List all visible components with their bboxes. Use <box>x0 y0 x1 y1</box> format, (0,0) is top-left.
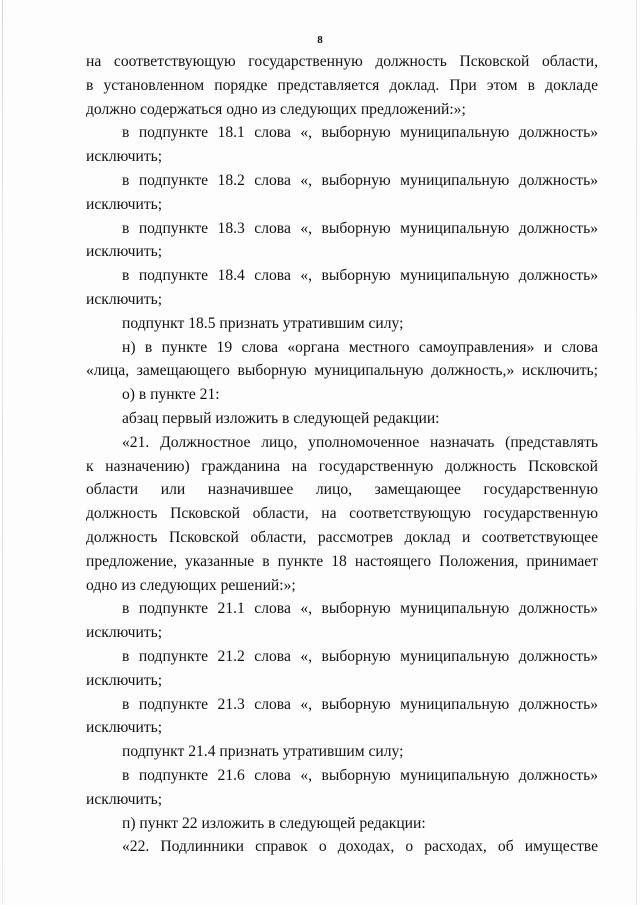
text-line: области или назначившее лицо, замещающее государственную <box>86 481 598 499</box>
text-line: в подпункте 18.1 слова «, выборную муниципальную должность» <box>122 124 598 142</box>
text-line: должно содержаться одно из следующих предложений:»; <box>86 100 466 118</box>
scan-edge-right <box>636 0 637 905</box>
text-line: на соответствующую государственную должность Псковской области, <box>86 53 598 70</box>
text-line: исключить; <box>86 243 163 261</box>
text-line: в установленном порядке представляется доклад. При этом в докладе <box>86 76 598 94</box>
text-line: подпункт 21.4 признать утратившим силу; <box>122 743 404 761</box>
page-number: 8 <box>317 34 323 46</box>
text-line: в подпункте 21.3 слова «, выборную муниципальную должность» <box>122 695 598 713</box>
text-line: абзац первый изложить в следующей редакции: <box>122 409 440 427</box>
text-line: должность Псковской области, рассмотрев доклад и соответствующее <box>86 528 598 546</box>
text-line: исключить; <box>86 624 163 642</box>
text-line: к назначению) гражданина на государственную должность Псковской <box>86 457 598 475</box>
text-line: в подпункте 21.1 слова «, выборную муниципальную должность» <box>122 600 598 618</box>
text-line: в подпункте 18.3 слова «, выборную муниципальную должность» <box>122 219 598 237</box>
document-body <box>86 50 598 859</box>
text-line: «лица, замещающего выборную муниципальную должность,» исключить; <box>86 362 598 380</box>
text-line: в подпункте 21.6 слова «, выборную муниципальную должность» <box>122 766 598 784</box>
text-line: исключить; <box>86 790 163 808</box>
text-line: исключить; <box>86 195 163 213</box>
text-line: п) пункт 22 изложить в следующей редакции: <box>122 814 426 832</box>
text-line: исключить; <box>86 148 163 166</box>
text-line: исключить; <box>86 719 163 737</box>
text-line: в подпункте 18.2 слова «, выборную муниципальную должность» <box>122 171 598 189</box>
text-line: подпункт 18.5 признать утратившим силу; <box>122 314 404 332</box>
text-line: исключить; <box>86 671 163 689</box>
text-line: исключить; <box>86 290 163 308</box>
text-line: в подпункте 21.2 слова «, выборную муниципальную должность» <box>122 647 598 665</box>
text-line: одно из следующих решений:»; <box>86 576 296 594</box>
text-line: предложение, указанные в пункте 18 настоящего Положения, принимает <box>86 552 598 570</box>
text-line: н) в пункте 19 слова «органа местного самоуправления» и слова <box>122 338 598 356</box>
text-line: «21. Должностное лицо, уполномоченное назначать (представлять <box>122 433 598 451</box>
text-line: «22. Подлинники справок о доходах, о расходах, об имуществе <box>122 838 598 856</box>
scan-edge-left <box>2 0 3 905</box>
text-line: о) в пункте 21: <box>122 386 220 404</box>
text-line: в подпункте 18.4 слова «, выборную муниципальную должность» <box>122 267 598 285</box>
text-line: должность Псковской области, на соответствующую государственную <box>86 505 598 523</box>
